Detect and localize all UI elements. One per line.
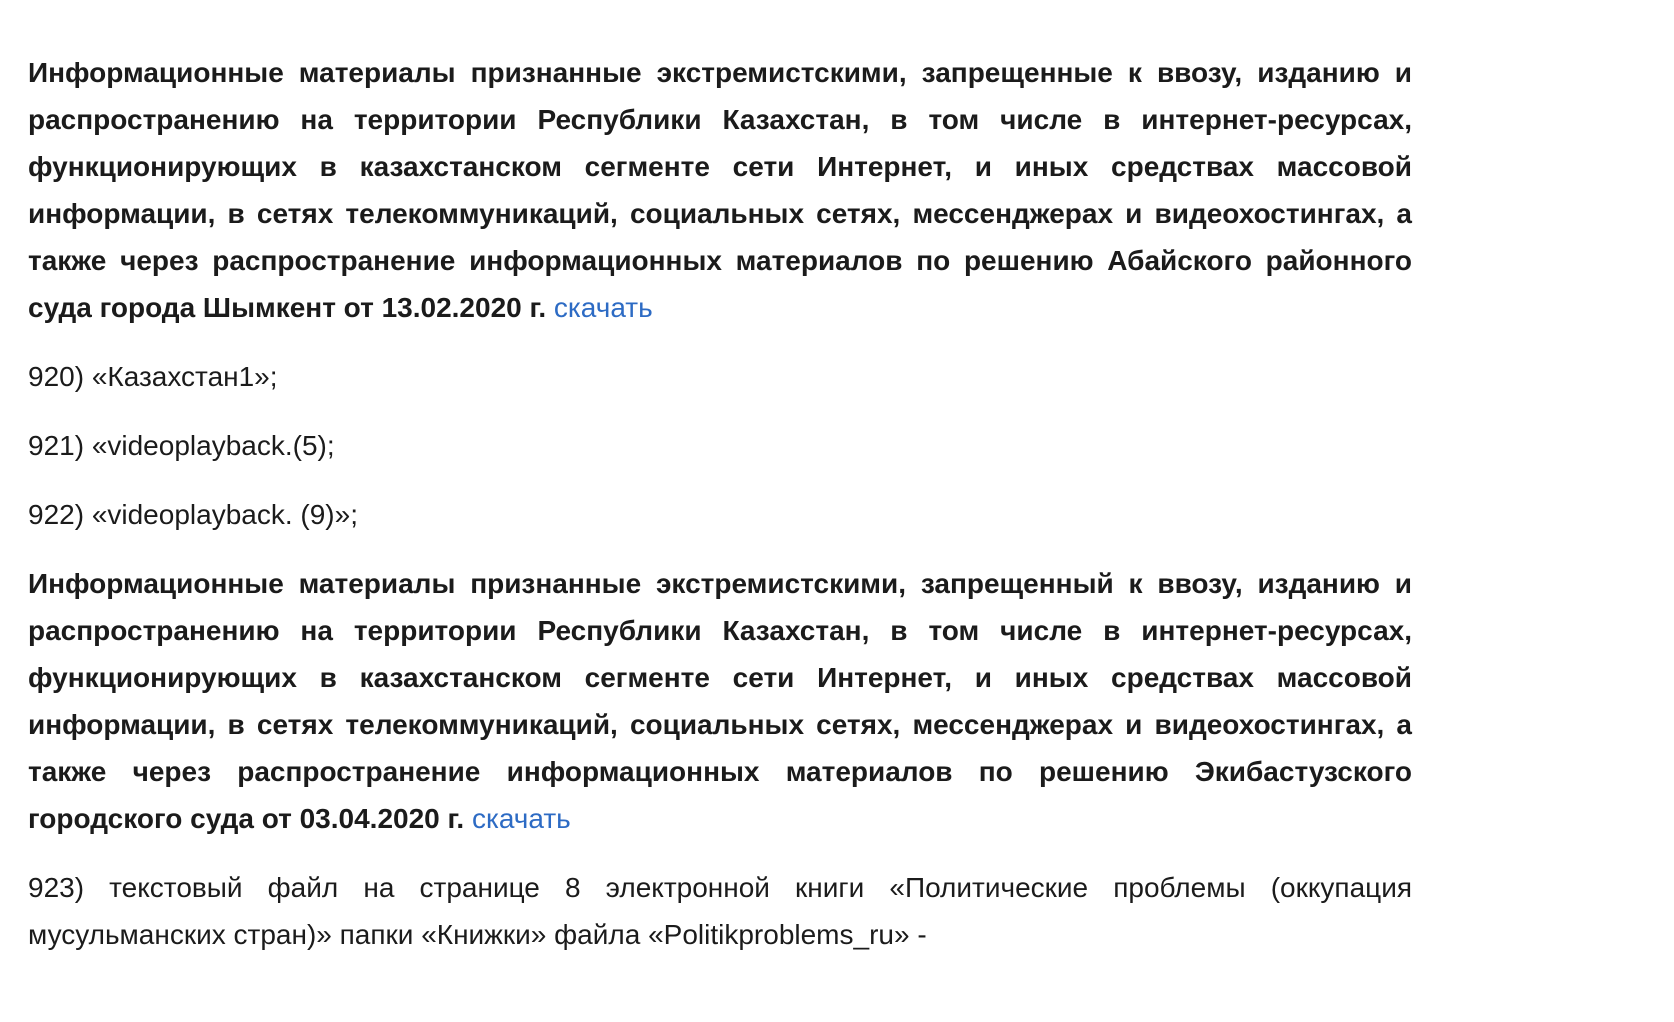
list-item: 921) «videoplayback.(5); xyxy=(28,430,335,461)
section-heading-text: Информационные материалы признанные экстремистскими, запрещенные к ввозу, изданию и распространению на территории Республики Казахстан, в том числе в интернет-ресурсах, функционирующих в казахстанском сегменте сети Интернет, и иных средствах массовой информации, в сетях телекоммуникаций, социальных сетях, мессенджерах и видеохостингах, а также через распространение информационных материалов по решению Абайского районного суда города Шымкент от 13.02.2020 г. xyxy=(28,57,1412,323)
section-heading-2 xyxy=(28,560,1412,842)
list-item: 920) «Казахстан1»; xyxy=(28,361,278,392)
list-item: 923) текстовый файл на странице 8 электронной книги «Политические проблемы (оккупация мусульманских стран)» папки «Книжки» файла «Politikproblems_ru» - xyxy=(28,872,1412,950)
download-link[interactable]: скачать xyxy=(553,292,653,323)
download-link[interactable]: скачать xyxy=(471,803,571,834)
document-body xyxy=(28,49,1412,980)
list-item: 922) «videoplayback. (9)»; xyxy=(28,499,358,530)
section-heading-1 xyxy=(28,49,1412,331)
section-heading-text: Информационные материалы признанные экстремистскими, запрещенный к ввозу, изданию и распространению на территории Республики Казахстан, в том числе в интернет-ресурсах, функционирующих в казахстанском сегменте сети Интернет, и иных средствах массовой информации, в сетях телекоммуникаций, социальных сетях, мессенджерах и видеохостингах, а также через распространение информационных материалов по решению Экибастузского городского суда от 03.04.2020 г. xyxy=(28,568,1412,834)
